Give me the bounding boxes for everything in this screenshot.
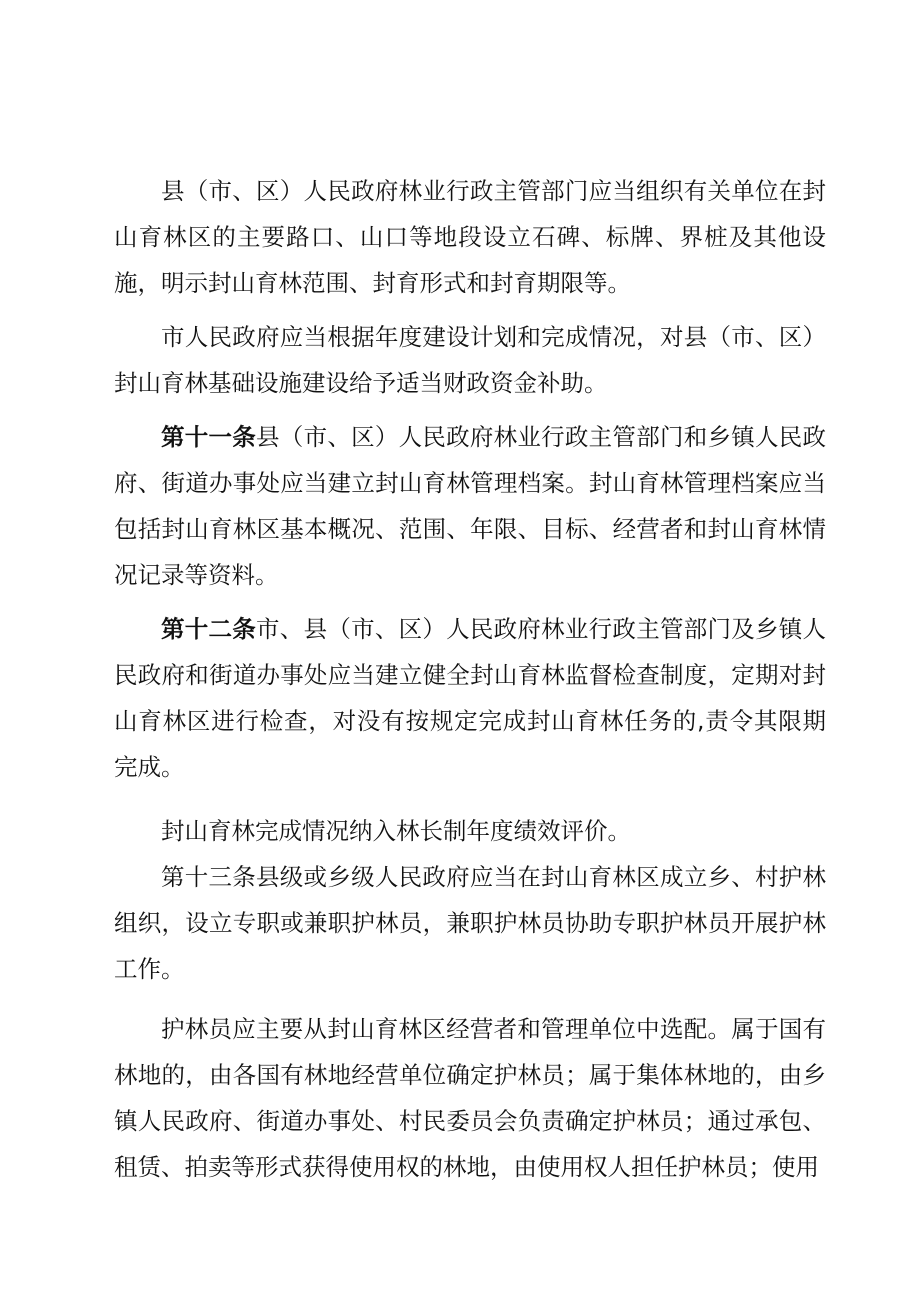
article-heading: 第十一条: [161, 423, 257, 451]
document-body: [114, 168, 826, 1190]
paragraph-boundary-markers: [114, 168, 826, 306]
paragraph-text: 县（市、区）人民政府林业行政主管部门应当组织有关单位在封山育林区的主要路口、山口等地段设立石碑、标牌、界桩及其他设施，明示封山育林范围、封育形式和封育期限等。: [114, 177, 826, 297]
paragraph-text: 第十三条县级或乡级人民政府应当在封山育林区成立乡、村护林组织，设立专职或兼职护林员，兼职护林员协助专职护林员开展护林工作。: [114, 863, 826, 983]
paragraph-text: 市人民政府应当根据年度建设计划和完成情况，对县（市、区）封山育林基础设施建设给予适当财政资金补助。: [114, 323, 826, 397]
paragraph-ranger-selection: [114, 1006, 826, 1190]
paragraph-subsidy: [114, 314, 826, 406]
paragraph-text: 市、县（市、区）人民政府林业行政主管部门及乡镇人民政府和街道办事处应当建立健全封山育林监督检查制度，定期对封山育林区进行检查，对没有按规定完成封山育林任务的,责令其限期完成。: [114, 615, 827, 781]
paragraph-article-11: [114, 414, 826, 598]
paragraph-text: 县（市、区）人民政府林业行政主管部门和乡镇人民政府、街道办事处应当建立封山育林管理档案。封山育林管理档案应当包括封山育林区基本概况、范围、年限、目标、经营者和封山育林情况记录等资料。: [114, 423, 827, 589]
paragraph-article-13: [114, 854, 826, 992]
paragraph-article-12: [114, 606, 826, 790]
paragraph-evaluation: [114, 808, 826, 854]
article-heading: 第十二条: [161, 615, 257, 643]
paragraph-text: 护林员应主要从封山育林区经营者和管理单位中选配。属于国有林地的，由各国有林地经营单位确定护林员；属于集体林地的，由乡镇人民政府、街道办事处、村民委员会负责确定护林员；通过承包、租赁、拍卖等形式获得使用权的林地，由使用权人担任护林员；使用: [114, 1015, 826, 1181]
paragraph-text: 封山育林完成情况纳入林长制年度绩效评价。: [161, 817, 631, 845]
